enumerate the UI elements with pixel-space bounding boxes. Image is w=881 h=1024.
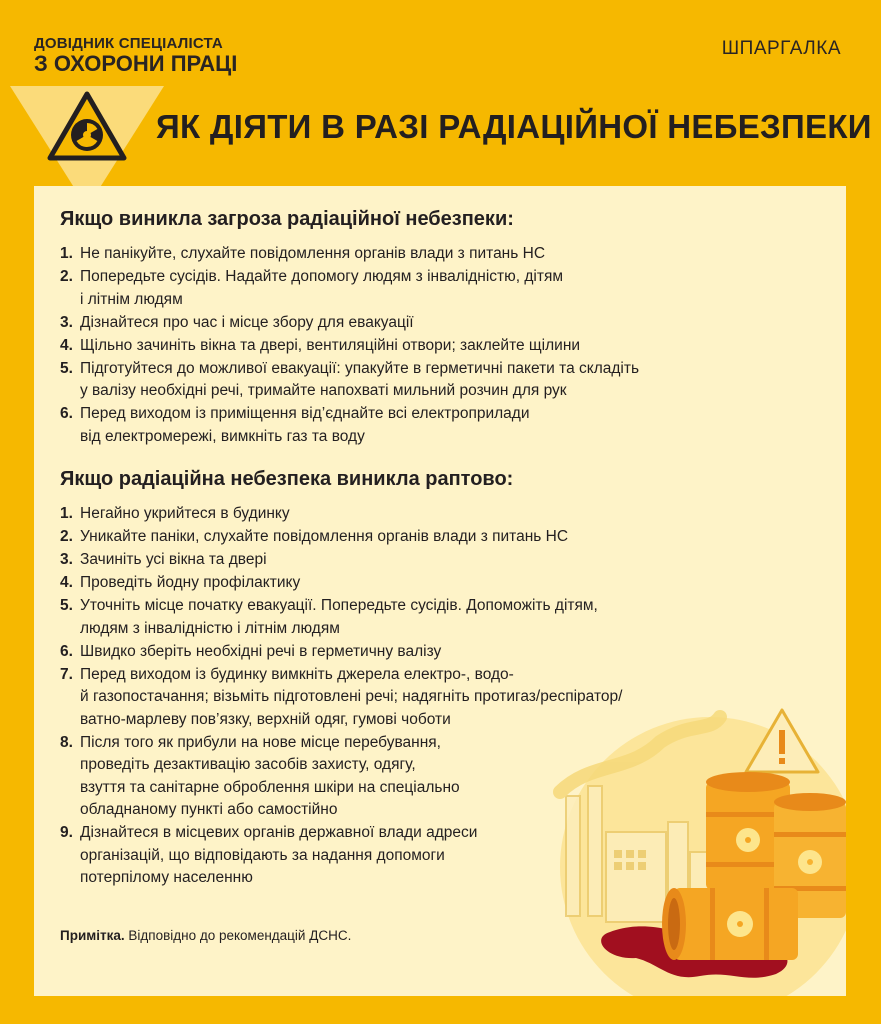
list-item [60,549,820,572]
list-item-line: Перед виходом із будинку вимкніть джерела електро-, водо- [80,665,514,683]
list-item-line: від електромережі, вимкніть газ та воду [80,427,365,445]
list-item-line: організацій, що відповідають за надання допомоги [80,846,445,864]
list-item-number: 1. [60,505,73,522]
list-item [60,335,820,358]
list-item [60,526,820,549]
list-item [60,243,820,266]
footnote [60,928,351,943]
radiation-barrel-icon [662,888,798,960]
brand-line-1: ДОВІДНИК СПЕЦІАЛІСТА [34,35,223,52]
list-item-line: обладнаному пункті або самостійно [80,801,338,818]
list-item-line: Негайно укрийтеся в будинку [80,505,290,522]
list-item-line: Не панікуйте, слухайте повідомлення органів влади з питань НС [80,245,546,262]
list-item-number: 6. [60,642,73,660]
list-item-line: потерпілому населенню [80,869,253,886]
list-item-line: Щільно зачиніть вікна та двері, вентиляційні отвори; заклейте щілини [80,336,581,354]
list-item [60,503,820,526]
list-item [60,312,820,335]
list-item-line: у валізу необхідні речі, тримайте напохваті мильний розчин для рук [80,382,567,399]
list-item-line: взуття та санітарне оброблення шкіри на спеціально [80,778,460,796]
list-item-number: 6. [60,405,73,422]
list-item [60,266,820,311]
list-item-number: 9. [60,824,73,841]
section-2-heading: Якщо радіаційна небезпека виникла раптово: [60,468,514,490]
list-item [60,641,820,664]
cheat-sheet-tag: ШПАРГАЛКА [721,38,841,59]
list-item-number: 2. [60,268,73,285]
list-item [60,595,820,640]
list-item-number: 7. [60,665,73,683]
radiation-barrels-illustration [550,702,846,996]
list-item-number: 5. [60,359,73,377]
list-item-line: Дізнайтеся в місцевих органів державної влади адреси [80,824,478,841]
list-item-number: 3. [60,313,73,331]
list-item-line: Уточніть місце початку евакуації. Попередьте сусідів. Допоможіть дітям, [80,597,598,614]
list-item-line: Підготуйтеся до можливої евакуації: упакуйте в герметичні пакети та складіть [80,359,640,377]
list-item-line: проведіть дезактивацію засобів захисту, одягу, [80,756,416,773]
list-item-line: Проведіть йодну профілактику [80,574,301,591]
list-item-line: ватно-марлеву пов’язку, верхній одяг, гумові чоботи [80,710,451,728]
list-item-number: 1. [60,245,73,262]
list-item-line: людям з інвалідністю і літнім людям [80,619,340,637]
list-item-number: 2. [60,528,73,545]
footnote-label: Примітка. [60,928,125,943]
list-item-line: Перед виходом із приміщення від’єднайте всі електроприлади [80,405,530,422]
list-item-line: Попередьте сусідів. Надайте допомогу людям з інвалідністю, дітям [80,268,564,285]
list-item-number: 4. [60,336,73,354]
list-item-number: 3. [60,551,73,568]
footnote-text: Відповідно до рекомендацій ДСНС. [124,928,352,943]
list-item-line: й газопостачання; візьміть підготовлені речі; надягніть протигаз/респіратор/ [80,688,623,705]
section-1-list [60,243,820,448]
list-item-line: Після того як прибули на нове місце перебування, [80,733,441,751]
brand-line-2: З ОХОРОНИ ПРАЦІ [34,51,238,76]
list-item-line: Швидко зберіть необхідні речі в герметичну валізу [80,642,442,660]
list-item [60,403,820,448]
list-item [60,358,820,403]
list-item-line: Зачиніть усі вікна та двері [80,551,267,568]
content-card [34,186,846,996]
list-item-number: 5. [60,597,73,614]
list-item-line: Уникайте паніки, слухайте повідомлення органів влади з питань НС [80,528,569,545]
list-item [60,572,820,595]
page-title: ЯК ДІЯТИ В РАЗІ РАДІАЦІЙНОЇ НЕБЕЗПЕКИ [156,108,872,145]
list-item-number: 4. [60,574,73,591]
brand-logo-text [34,36,237,75]
section-1-heading: Якщо виникла загроза радіаційної небезпеки: [60,208,514,230]
list-item-line: і літнім людям [80,290,183,308]
list-item-line: Дізнайтеся про час і місце збору для евакуації [80,313,414,331]
list-item-number: 8. [60,733,73,751]
